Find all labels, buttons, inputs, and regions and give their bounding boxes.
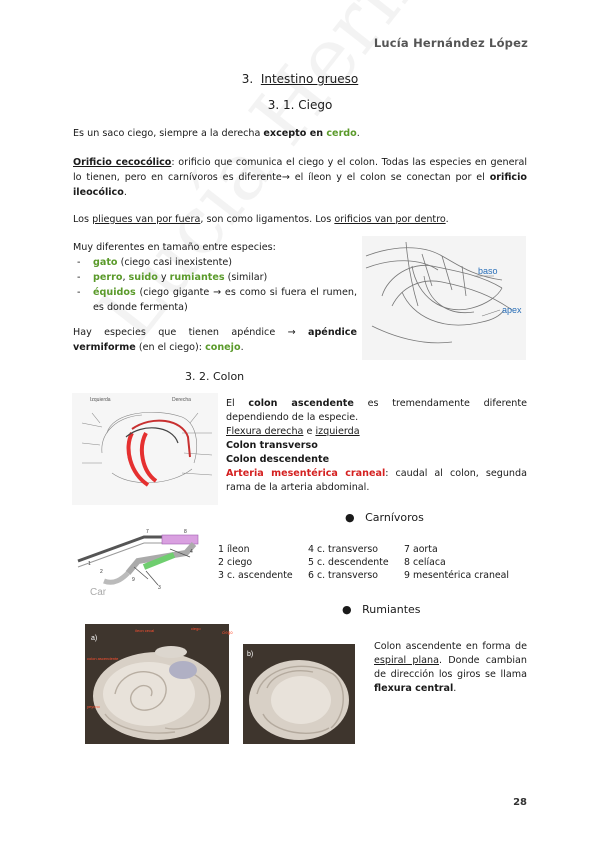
colon-text-block — [226, 397, 527, 495]
list-item — [73, 255, 357, 270]
term-colon-transverso: Colon transverso — [226, 440, 318, 451]
species-conejo: conejo — [205, 342, 241, 353]
ruminant-photo-b-drawing — [243, 644, 355, 744]
carnivore-diagram — [74, 527, 218, 599]
species-name: rumiantes — [169, 272, 225, 283]
list-item — [73, 285, 357, 315]
term-orificio-cecocolico: Orificio cecocólico — [73, 157, 172, 168]
text: es tremendamente diferente dependiendo de la especie. — [226, 398, 527, 423]
legend-item: 7 aorta — [404, 544, 438, 555]
text: . — [453, 683, 457, 694]
list-item — [73, 270, 357, 285]
svg-text:9: 9 — [132, 577, 135, 583]
underlined-text: pliegues van por fuera — [92, 214, 201, 225]
photo-label: yeyuno — [87, 704, 100, 709]
photo-label: ciego — [222, 630, 233, 635]
species-name: perro — [93, 272, 123, 283]
legend-item: 3 c. ascendente — [218, 570, 293, 581]
legend-item: 4 c. transverso — [308, 544, 378, 555]
species-list — [73, 255, 357, 315]
legend-item: 6 c. transverso — [308, 570, 378, 581]
text: : orificio que comunica el ciego y el colon. Todas las especies en general lo tienen, pero en carnívoros es diferente→ el íleon y el colon se conectan por el — [73, 157, 527, 183]
term-colon-descendente: Colon descendente — [226, 454, 330, 465]
underlined-text: Flexura derecha — [226, 426, 304, 437]
legend-item: 8 celíaca — [404, 557, 446, 568]
term-colon-ascendente: colon ascendente — [248, 398, 354, 409]
author-name: Lucía Hernández López — [373, 36, 528, 50]
carnivoros-heading — [345, 511, 424, 524]
text: (similar) — [224, 272, 268, 283]
underlined-text: izquierda — [315, 426, 360, 437]
ruminant-photo-a-drawing — [85, 624, 229, 744]
ciego-paragraph-3 — [73, 212, 527, 227]
colon-paragraph-1 — [226, 397, 527, 425]
text: e — [303, 426, 316, 437]
cecum-drawing — [362, 236, 526, 360]
legend-item: 9 mesentérica craneal — [404, 570, 510, 581]
legend-item: 2 ciego — [218, 557, 253, 568]
svg-text:8: 8 — [184, 529, 187, 535]
ruminant-photo-a — [85, 624, 229, 744]
text: (en el ciego): — [135, 342, 206, 353]
species-name: gato — [93, 257, 118, 268]
ciego-paragraph-1 — [73, 126, 527, 141]
svg-text:1: 1 — [88, 561, 91, 567]
heading-text: Carnívoros — [365, 511, 424, 524]
section-title: Intestino grueso — [260, 72, 359, 86]
section-number: 3. — [241, 72, 254, 86]
svg-text:7: 7 — [146, 529, 149, 535]
flexuras-line — [226, 425, 527, 439]
page-number: 28 — [513, 797, 527, 808]
carnivore-legend — [218, 543, 528, 582]
rumiantes-text — [374, 640, 527, 696]
carnivore-caption: Car — [90, 587, 107, 598]
svg-text:2: 2 — [100, 569, 103, 575]
arteria-line — [226, 467, 527, 495]
species-name: équidos — [93, 287, 136, 298]
text: , — [122, 272, 129, 283]
label-apex: apex — [502, 305, 522, 315]
text: Hay especies que tienen apéndice → — [73, 327, 308, 338]
term-arteria-mesenterica: Arteria mesentérica craneal — [226, 468, 386, 479]
underlined-text: espiral plana — [374, 655, 439, 666]
bold-text: excepto en — [263, 128, 327, 139]
colon-heading: 3. 2. Colon — [185, 370, 245, 383]
carnivore-drawing — [74, 527, 218, 599]
legend-item: 5 c. descendente — [308, 557, 389, 568]
underlined-text: orificios van por dentro — [334, 214, 446, 225]
rumiantes-heading — [342, 603, 421, 616]
text: . — [240, 342, 244, 353]
text: . — [445, 214, 449, 225]
ciego-heading: 3. 1. Ciego — [267, 98, 333, 112]
ciego-paragraph-4 — [73, 325, 357, 355]
svg-text:3: 3 — [158, 585, 161, 591]
text: Colon ascendente en forma de — [374, 641, 527, 652]
label-derecha: Derecha — [172, 397, 191, 403]
species-cerdo: cerdo — [326, 128, 357, 139]
heading-text: Rumiantes — [362, 603, 421, 616]
text: . — [356, 128, 360, 139]
text: . — [123, 187, 127, 198]
text: : caudal al colon, segunda rama de la arteria abdominal. — [226, 468, 527, 493]
colon-drawing — [72, 393, 218, 505]
term-apendice: apéndice vermiforme — [73, 327, 357, 353]
label-izquierda: Izquierda — [90, 397, 111, 403]
text: (ciego casi inexistente) — [117, 257, 233, 268]
text: Los — [73, 214, 93, 225]
text: Es un saco ciego, siempre a la derecha — [73, 128, 264, 139]
ruminant-photo-b — [243, 644, 355, 744]
species-name: suido — [128, 272, 158, 283]
species-list-block — [73, 240, 357, 315]
label-baso: baso — [478, 266, 498, 276]
photo-label: ciego — [191, 626, 201, 631]
bullet-icon: ● — [345, 511, 355, 524]
text: El — [226, 398, 249, 409]
list-intro: Muy diferentes en tamaño entre especies: — [73, 242, 276, 253]
section-heading — [0, 72, 600, 86]
photo-tag: a) — [91, 635, 98, 642]
bullet-icon: ● — [342, 603, 352, 616]
photo-label: colon ascendente — [87, 656, 119, 661]
svg-text:4: 4 — [190, 549, 193, 555]
photo-label: íleon cecal — [135, 628, 155, 633]
ciego-paragraph-2 — [73, 155, 527, 200]
text: . Donde cambian de dirección los giros se llama — [374, 655, 527, 680]
text: , son como ligamentos. Los — [200, 214, 335, 225]
colon-figure — [72, 393, 218, 505]
cecum-figure — [362, 236, 526, 360]
text: y — [157, 272, 170, 283]
legend-item: 1 íleon — [218, 544, 250, 555]
term-flexura-central: flexura central — [374, 683, 454, 694]
photo-tag: b) — [247, 651, 254, 658]
text: (ciego gigante → es como si fuera el rumen, es donde fermenta) — [93, 287, 357, 313]
term-orificio-ileocolico: orificio ileocólico — [73, 172, 527, 198]
